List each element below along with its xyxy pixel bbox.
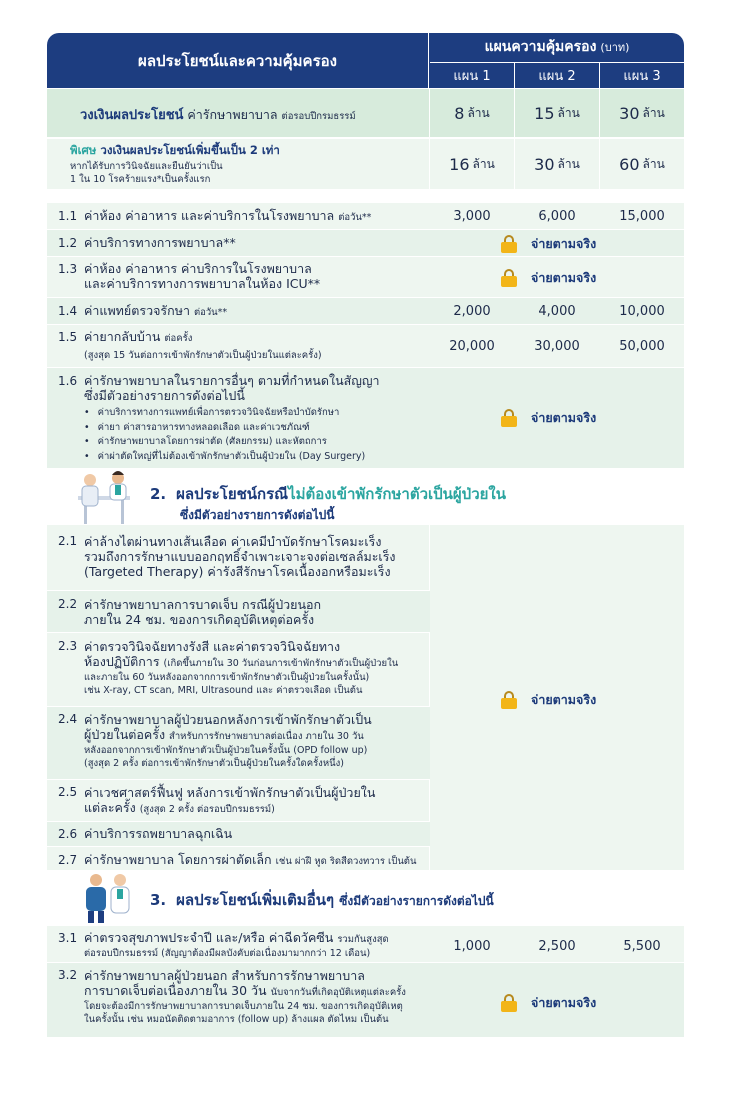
item-number: 2.4 bbox=[58, 712, 78, 726]
lock-icon bbox=[501, 235, 517, 253]
item-label: ค่ารักษาพยาบาลในรายการอื่นๆ ตามที่กำหนดในสัญญา ซึ่งมีตัวอย่างรายการดังต่อไปนี้ bbox=[84, 373, 380, 403]
section-3-title: 3. ผลประโยชน์เพิ่มเติมอื่นๆ ซึ่งมีตัวอย่างรายการดังต่อไปนี้ bbox=[150, 891, 494, 909]
list-item: • ค่าผ่าตัดใหญ่ที่ไม่ต้องเข้าพักรักษาตัวเป็นผู้ป่วยใน (Day Surgery) bbox=[84, 450, 365, 465]
list-item: • ค่ายา ค่าสารอาหารทางหลอดเลือด และค่าเวชภัณฑ์ bbox=[84, 421, 365, 436]
pay-actual-1-2: จ่ายตามจริง bbox=[501, 234, 596, 254]
row-1-1-plan-1: 3,000 bbox=[453, 208, 491, 224]
limit-title: วงเงินผลประโยชน์ bbox=[80, 108, 184, 123]
special-title: วงเงินผลประโยชน์เพิ่มขึ้นเป็น 2 เท่า bbox=[100, 143, 280, 157]
pay-actual-1-3: จ่ายตามจริง bbox=[501, 268, 596, 288]
plan-3-header: แผน 3 bbox=[600, 62, 684, 88]
lock-icon bbox=[501, 409, 517, 427]
table-header bbox=[47, 33, 684, 88]
item-label: ค่ารักษาพยาบาลผู้ป่วยนอก สำหรับการรักษาพยาบาล การบาดเจ็บต่อเนื่องภายใน 30 วัน นับจากวันที่เกิดอุบัติเหตุแต่ละครั้ง โดยจะต้องมีการรักษาพยาบาลการบาดเจ็บภายใน 24 ชม. ของการเกิดอุบัติเหตุ ในครั้งนั้น เช่น หมอนัดติดตามอาการ (follow up) ล้างแผล ตัดไหม เป็นต้น bbox=[84, 968, 406, 1025]
special-row bbox=[47, 139, 684, 189]
item-label: ค่ารักษาพยาบาลการบาดเจ็บ กรณีผู้ป่วยนอก ภายใน 24 ชม. ของการเกิดอุบัติเหตุต่อครั้ง bbox=[84, 597, 322, 627]
row-1-5-plan-1: 20,000 bbox=[449, 338, 495, 354]
limit-plan-3: 30 ล้าน bbox=[619, 103, 665, 123]
row-1-4-plan-3: 10,000 bbox=[619, 303, 665, 319]
pay-actual-1-6: จ่ายตามจริง bbox=[501, 408, 596, 428]
item-label: ค่าห้อง ค่าอาหาร และค่าบริการในโรงพยาบาล ต่อวัน** bbox=[84, 208, 372, 223]
item-number: 1.1 bbox=[58, 209, 78, 223]
item-label: ค่ายากลับบ้าน ต่อครั้ง (สูงสุด 15 วันต่อการเข้าพักรักษาตัวเป็นผู้ป่วยในแต่ละครั้ง) bbox=[84, 329, 322, 361]
item-number: 1.5 bbox=[58, 330, 78, 344]
item-label: ค่าบริการรถพยาบาลฉุกเฉิน bbox=[84, 826, 233, 841]
lock-icon bbox=[501, 691, 517, 709]
section-2-subtitle: ซึ่งมีตัวอย่างรายการดังต่อไปนี้ bbox=[180, 508, 335, 522]
special-plan-3: 60 ล้าน bbox=[619, 154, 665, 174]
item-label: ค่าเวชศาสตร์ฟื้นฟู หลังการเข้าพักรักษาตัวเป็นผู้ป่วยใน แต่ละครั้ง (สูงสุด 2 ครั้ง ต่อรอบปีกรมธรรม์) bbox=[84, 785, 376, 815]
item-number: 3.1 bbox=[58, 931, 78, 945]
section-2-title: 2. ผลประโยชน์กรณีไม่ต้องเข้าพักรักษาตัวเป็นผู้ป่วยใน bbox=[150, 485, 506, 503]
limit-title-small: ต่อรอบปีกรมธรรม์ bbox=[281, 111, 356, 122]
special-line-3: 1 ใน 10 โรคร้ายแรง*เป็นครั้งแรก bbox=[70, 174, 211, 185]
bullet-list bbox=[84, 406, 365, 464]
row-1-5-plan-3: 50,000 bbox=[619, 338, 665, 354]
item-number: 1.2 bbox=[58, 236, 78, 250]
row-1-4-plan-1: 2,000 bbox=[453, 303, 491, 319]
item-label: ค่าแพทย์ตรวจรักษา ต่อวัน** bbox=[84, 303, 228, 318]
limit-plan-2: 15 ล้าน bbox=[534, 103, 580, 123]
list-item: • ค่ารักษาพยาบาลโดยการผ่าตัด (ศัลยกรรม) และหัตถการ bbox=[84, 435, 365, 450]
item-number: 2.6 bbox=[58, 827, 78, 841]
row-1-1-plan-3: 15,000 bbox=[619, 208, 665, 224]
special-prefix: พิเศษ bbox=[70, 143, 97, 157]
limit-title-rest: ค่ารักษาพยาบาล bbox=[187, 107, 278, 122]
lock-icon bbox=[501, 994, 517, 1012]
limit-row bbox=[47, 89, 684, 137]
row-1-1-plan-2: 6,000 bbox=[538, 208, 576, 224]
item-label: ค่าตรวจวินิจฉัยทางรังสี และค่าตรวจวินิจฉัยทาง ห้องปฏิบัติการ (เกิดขึ้นภายใน 30 วันก่อนการเข้าพักรักษาตัวเป็นผู้ป่วยใน และภายใน 60 วันหลังออกจากการเข้าพักรักษาตัวเป็นผู้ป่วยในครั้งนั้น) เช่น X-ray, CT scan, MRI, Ultrasound และ ค่าตรวจเลือด เป็นต้น bbox=[84, 639, 399, 696]
item-label: ค่าห้อง ค่าอาหาร ค่าบริการในโรงพยาบาล และค่าบริการทางการพยาบาลในห้อง ICU** bbox=[84, 261, 321, 291]
item-number: 2.5 bbox=[58, 785, 78, 799]
special-plan-1: 16 ล้าน bbox=[449, 154, 495, 174]
item-label: ค่าตรวจสุขภาพประจำปี และ/หรือ ค่าฉีดวัคซีน รวมกันสูงสุด ต่อรอบปีกรมธรรม์ (สัญญาต้องมีผลบังคับต่อเนื่องมามากกว่า 12 เดือน) bbox=[84, 930, 389, 959]
pay-actual-3-2: จ่ายตามจริง bbox=[501, 993, 596, 1013]
plan-1-header: แผน 1 bbox=[430, 62, 515, 88]
plans-column-header bbox=[430, 33, 684, 61]
row-1-5-plan-2: 30,000 bbox=[534, 338, 580, 354]
list-item: • ค่าบริการทางการแพทย์เพื่อการตรวจวินิจฉัยหรือบำบัดรักษา bbox=[84, 406, 365, 421]
special-plan-2: 30 ล้าน bbox=[534, 154, 580, 174]
lock-icon bbox=[501, 269, 517, 287]
row-3-1-plan-3: 5,500 bbox=[623, 938, 661, 954]
plans-unit: (บาท) bbox=[600, 41, 630, 54]
item-label: ค่ารักษาพยาบาลผู้ป่วยนอกหลังการเข้าพักรักษาตัวเป็น ผู้ป่วยในต่อครั้ง สำหรับการรักษาพยาบาลต่อเนื่อง ภายใน 30 วัน หลังออกจากการเข้าพักรักษาตัวเป็นผู้ป่วยในครั้งนั้น (OPD follow up) (สูงสุด 2 ครั้ง ต่อการเข้าพักรักษาตัวเป็นผู้ป่วยในครั้งใดครั้งหนึ่ง) bbox=[84, 712, 372, 769]
special-line-2: หากได้รับการวินิจฉัยและยืนยันว่าเป็น bbox=[70, 161, 223, 172]
benefit-column-header: ผลประโยชน์และความคุ้มครอง bbox=[47, 33, 429, 88]
item-number: 2.1 bbox=[58, 534, 78, 548]
item-number: 3.2 bbox=[58, 968, 78, 982]
item-label: ค่าบริการทางการพยาบาล** bbox=[84, 235, 236, 250]
item-number: 1.3 bbox=[58, 262, 78, 276]
item-number: 2.2 bbox=[58, 597, 78, 611]
plan-2-header: แผน 2 bbox=[515, 62, 600, 88]
health-checkup-illustration bbox=[76, 868, 136, 924]
item-number: 1.4 bbox=[58, 304, 78, 318]
item-number: 2.7 bbox=[58, 853, 78, 867]
item-label: ค่าล้างไตผ่านทางเส้นเลือด ค่าเคมีบำบัดรักษาโรคมะเร็ง รวมถึงการรักษาแบบออกฤทธิ์จำเพาะเจาะจงต่อเซลล์มะเร็ง (Targeted Therapy) ค่ารังสีรักษาโรคเนื้องอกหรือมะเร็ง bbox=[84, 534, 396, 579]
doctor-consultation-illustration bbox=[72, 466, 136, 528]
plans-title: แผนความคุ้มครอง bbox=[484, 39, 597, 55]
row-3-1-plan-1: 1,000 bbox=[453, 938, 491, 954]
item-number: 1.6 bbox=[58, 374, 78, 388]
row-3-1-plan-2: 2,500 bbox=[538, 938, 576, 954]
item-number: 2.3 bbox=[58, 639, 78, 653]
row-1-4-plan-2: 4,000 bbox=[538, 303, 576, 319]
item-label: ค่ารักษาพยาบาล โดยการผ่าตัดเล็ก เช่น ผ่าฝี หูด ริดสีดวงทวาร เป็นต้น bbox=[84, 852, 417, 867]
limit-plan-1: 8 ล้าน bbox=[454, 103, 490, 123]
pay-actual-section-2: จ่ายตามจริง bbox=[501, 690, 596, 710]
